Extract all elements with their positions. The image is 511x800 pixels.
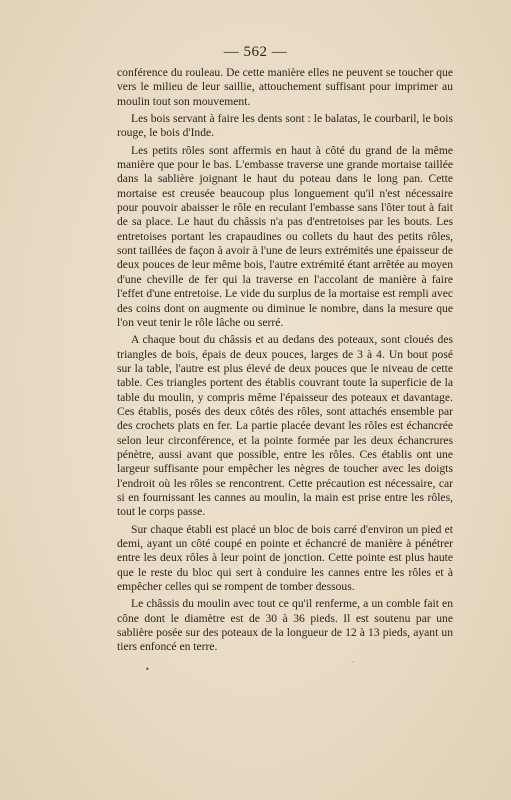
paragraph-5: Sur chaque établi est placé un bloc de bois carré d'environ un pied et demi, ayant un côté coupé en pointe et échancré de manière à pénétrer entre les deux rôles à leur point de jonction. Cette pointe est plus haute que le reste du bloc qui sert à conduire les cannes entre les rôles et à empêcher celles qui se rompent de tomber dessous. — [117, 522, 453, 594]
paragraph-4: A chaque bout du châssis et au dedans des poteaux, sont cloués des triangles de bois, épais de deux pouces, larges de 3 à 4. Un bout posé sur la table, l'autre est plus élevé de deux pouces que le niveau de cette table. Ces triangles portent des établis couvrant toute la superficie de la table du moulin, y compris même l'épaisseur des poteaux et davantage. Ces établis, posés des deux côtés des rôles, sont attachés ensemble par des crochets plats en fer. La partie placée devant les rôles est échancrée selon leur circonférence, et la pointe formée par les deux échancrures pénètre, aussi avant que possible, entre les rôles. Ces établis ont une largeur suffisante pour empêcher les nègres de toucher avec les doigts l'endroit où les rôles se rencontrent. Cette précaution est nécessaire, car si en fournissant les cannes au moulin, la main est prise entre les rôles, tout le corps passe. — [117, 333, 453, 519]
ink-speck-2: · — [352, 658, 355, 667]
paragraph-2: Les bois servant à faire les dents sont : le balatas, le courbaril, le bois rouge, le bois d'Inde. — [117, 112, 453, 140]
ink-speck: • — [145, 665, 150, 674]
paragraph-3: Les petits rôles sont affermis en haut à côté du grand de la même manière que pour le bas. L'embasse traverse une grande mortaise taillée dans la sablière joignant le haut du poteau dans le long pan. Cette mortaise est creusée beaucoup plus longuement qu'il n'est nécessaire pour pouvoir abaisser le rôle en reculant l'embasse sans l'ôter tout à fait de sa place. Le haut du châssis n'a pas d'entretoises par les bouts. Les entretoises portant les crapaudines ou collets du haut des petits rôles, sont taillées de façon à avoir à l'une de leurs extrémités une épaisseur de deux pouces de leur même bois, l'autre extrémité étant arrêtée au moyen d'une cheville de fer qui la traverse en l'accolant de manière à faire l'effet d'une entretoise. Le vide du surplus de la mortaise est rempli avec des coins dont on augmente ou diminue le nombre, dans la mesure que l'on veut tenir le rôle lâche ou serré. — [117, 143, 453, 329]
body-text — [117, 66, 453, 658]
paragraph-1: conférence du rouleau. De cette manière elles ne peuvent se toucher que vers le milieu de leur saillie, attouchement suffisant pour imprimer au moulin tout son mouvement. — [117, 66, 453, 108]
paragraph-6: Le châssis du moulin avec tout ce qu'il renferme, a un comble fait en cône dont le diamètre est de 30 à 36 pieds. Il est soutenu par une sablière posée sur des poteaux de la longueur de 12 à 13 pieds, ayant un tiers enfoncé en terre. — [117, 597, 453, 654]
page-number: — 562 — — [223, 44, 288, 60]
